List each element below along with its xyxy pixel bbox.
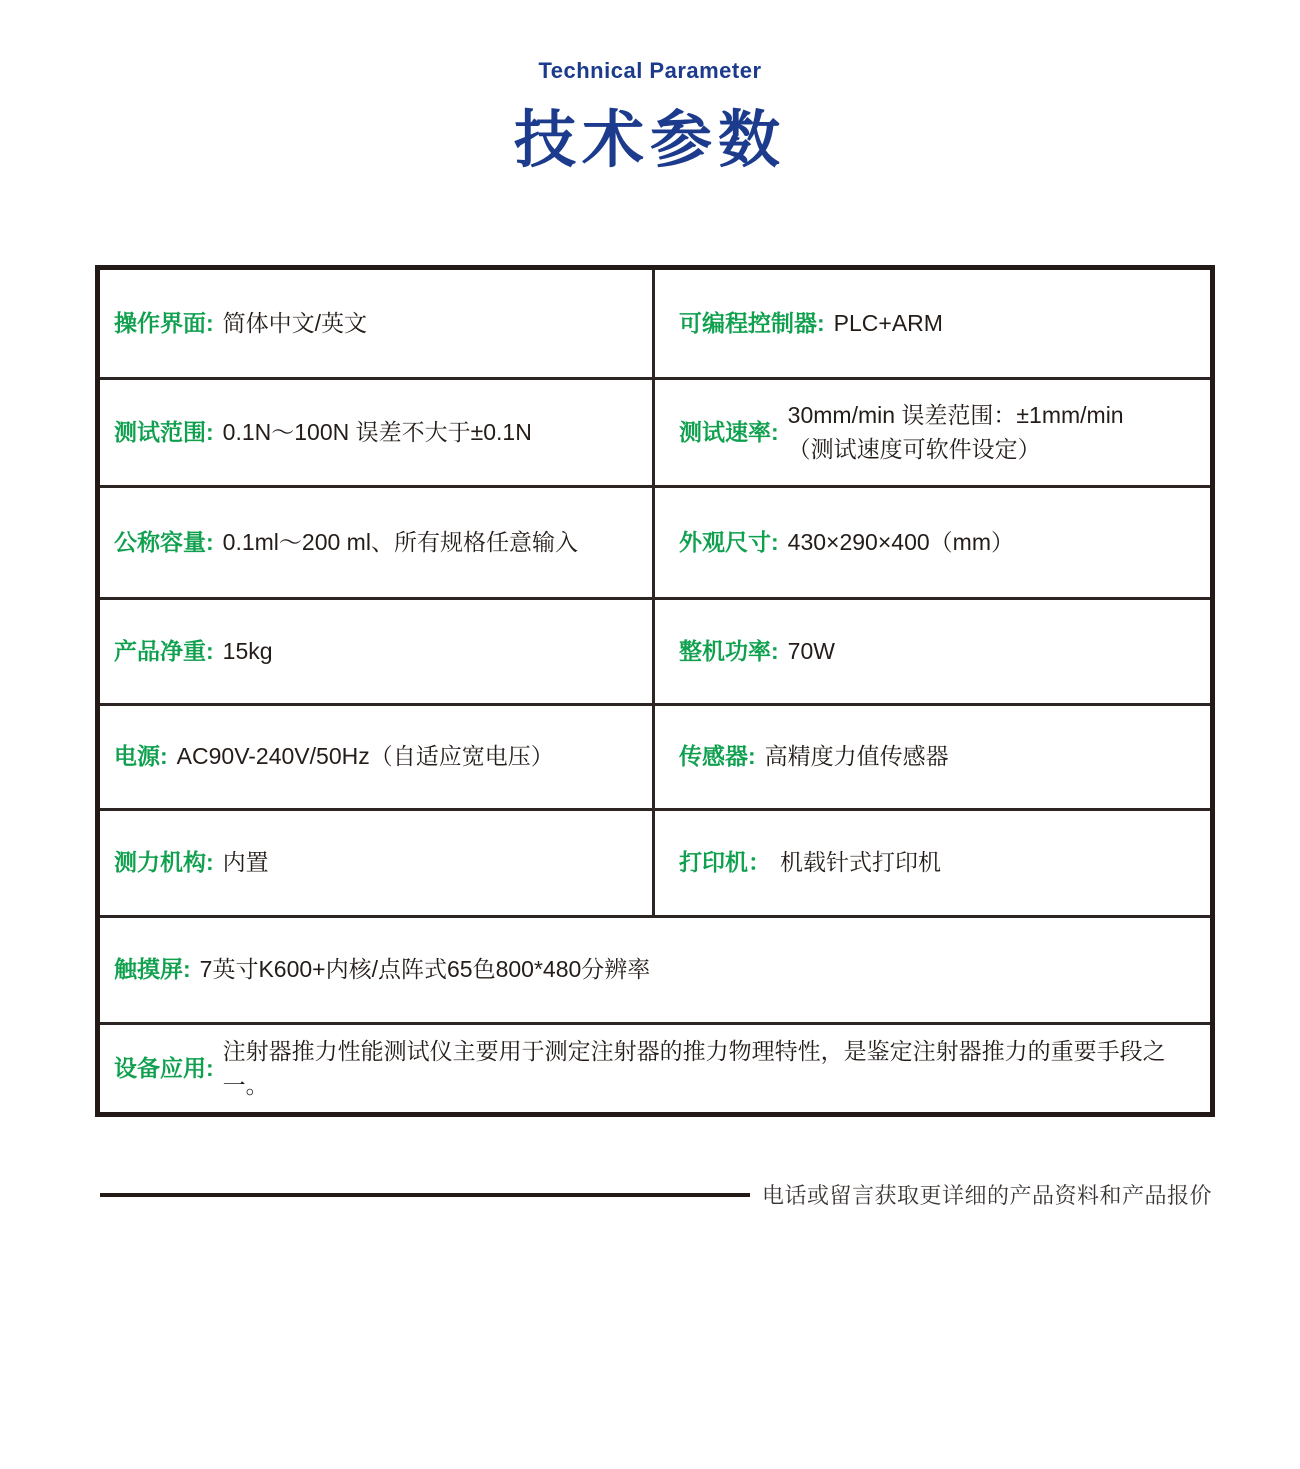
param-label: 电源: xyxy=(114,743,168,770)
table-cell-touchscreen xyxy=(100,918,1210,1025)
param-value: 注射器推力性能测试仪主要用于测定注射器的推力物理特性，是鉴定注射器推力的重要手段之一。 xyxy=(222,1038,1166,1098)
param-value: 70W xyxy=(787,637,835,664)
param-label: 可编程控制器: xyxy=(679,309,825,336)
param-label: 传感器: xyxy=(679,743,756,770)
param-label: 测试范围: xyxy=(114,418,214,445)
page-title: 技术参数 xyxy=(513,106,786,175)
table-cell-test-speed xyxy=(652,380,1210,488)
param-value-line2: （测试速度可软件设定） xyxy=(787,435,1041,462)
param-value: 0.1N～100N 误差不大于±0.1N xyxy=(222,418,532,445)
param-label: 打印机： xyxy=(679,849,771,876)
param-label: 公称容量: xyxy=(114,528,214,555)
param-value: 机载针式打印机 xyxy=(780,849,941,876)
table-cell-power-supply xyxy=(100,706,652,811)
table-cell-application xyxy=(100,1025,1210,1112)
param-value: 430×290×400（mm） xyxy=(787,528,1014,555)
spec-table xyxy=(95,265,1215,1117)
param-label: 操作界面: xyxy=(114,309,214,336)
param-value: 内置 xyxy=(222,849,269,876)
param-value: 15kg xyxy=(222,637,273,664)
param-label: 整机功率: xyxy=(679,637,779,664)
table-cell-operation-interface xyxy=(100,270,652,380)
param-value: 简体中文/英文 xyxy=(222,309,368,336)
table-cell-power-rating xyxy=(652,600,1210,706)
table-cell-net-weight xyxy=(100,600,652,706)
param-value: 0.1ml～200 ml、所有规格任意输入 xyxy=(222,528,578,555)
param-label: 产品净重: xyxy=(114,637,214,664)
table-cell-test-range xyxy=(100,380,652,488)
table-cell-force-mechanism xyxy=(100,811,652,918)
table-cell-sensor xyxy=(652,706,1210,811)
param-label: 外观尺寸: xyxy=(679,528,779,555)
param-label: 测力机构: xyxy=(114,849,214,876)
param-value: AC90V-240V/50Hz（自适应宽电压） xyxy=(176,743,554,770)
table-cell-nominal-capacity xyxy=(100,488,652,600)
param-label: 测试速率: xyxy=(679,418,779,445)
param-value xyxy=(788,399,1124,466)
table-cell-dimensions xyxy=(652,488,1210,600)
param-value: 高精度力值传感器 xyxy=(764,743,949,770)
header xyxy=(0,0,1300,179)
subtitle-en: Technical Parameter xyxy=(538,58,762,83)
param-label: 设备应用: xyxy=(114,1054,214,1081)
divider-line xyxy=(100,1193,750,1197)
table-cell-programmable-controller xyxy=(652,270,1210,380)
table-cell-printer xyxy=(652,811,1210,918)
footer-note: 电话或留言获取更详细的产品资料和产品报价 xyxy=(761,1183,1212,1208)
param-label: 触摸屏: xyxy=(114,956,191,983)
footer xyxy=(100,1179,1212,1210)
param-value-line1: 30mm/min 误差范围：±1mm/min xyxy=(787,402,1124,429)
param-value: 7英寸K600+内核/点阵式65色800*480分辨率 xyxy=(199,956,651,983)
param-value: PLC+ARM xyxy=(833,309,943,336)
